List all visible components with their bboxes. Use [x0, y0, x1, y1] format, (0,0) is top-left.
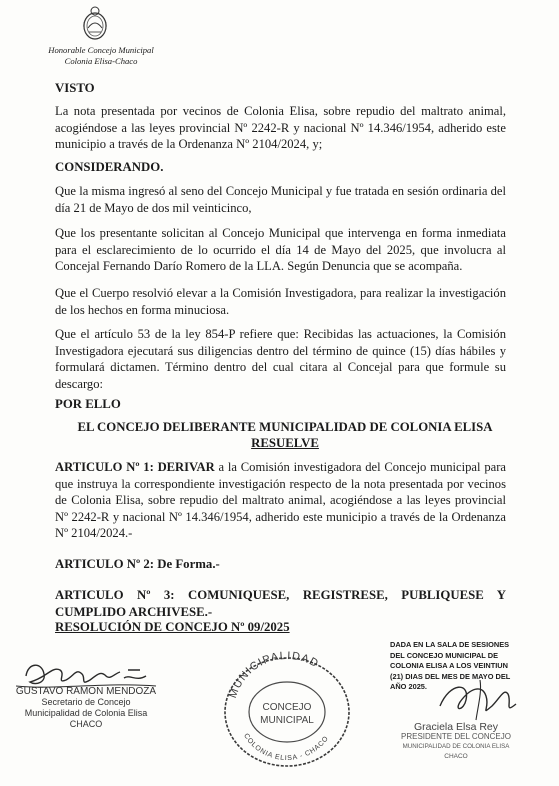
resuelve-heading: RESUELVE: [251, 436, 319, 450]
dada-en-la-sala: DADA EN LA SALA DE SESIONES DEL CONCEJO MUNICIPAL DE COLONIA ELISA A LOS VEINTIUN (21) DIAS DEL MES DE MAYO DEL AÑO 2025.: [390, 640, 511, 692]
signature-left-block: [6, 686, 166, 730]
articulo-2: ARTICULO Nº 2: De Forma.-: [55, 557, 220, 571]
considerando-paragraph-1: Que la misma ingresó al seno del Concejo Municipal y fue tratada en sesión ordinaria del día 21 de Mayo de dos mil veinticinco,: [55, 184, 506, 215]
letterhead-line1: Honorable Concejo Municipal: [48, 45, 154, 55]
articulo-1-label: ARTICULO Nº 1: DERIVAR: [55, 460, 215, 474]
signature-right-block: [400, 722, 512, 762]
signature-left-org: Municipalidad de Colonia Elisa: [24, 708, 148, 718]
visto-text: La nota presentada por vecinos de Colonia Elisa, sobre repudio del maltrato animal, acogiéndose a las leyes provincial Nº 2242-R y nacional Nº 14.346/1954, adherido este municipio a través de la Ordenanza Nº 2104/2024, y;: [55, 104, 506, 152]
municipal-stamp: [218, 648, 356, 768]
signature-right-title: PRESIDENTE DEL CONCEJO: [401, 732, 511, 741]
letterhead-line2: Colonia Elisa-Chaco: [64, 56, 138, 66]
stamp-outer-bottom: COLONIA ELISA - CHACO: [242, 732, 331, 763]
por-ello-heading: POR ELLO: [55, 397, 121, 411]
municipal-emblem-icon: [80, 4, 110, 44]
stamp-center-2: MUNICIPAL: [260, 715, 314, 726]
stamp-center-1: CONCEJO: [262, 702, 312, 713]
articulo-1: [55, 459, 506, 542]
considerando-paragraph-4: Que el artículo 53 de la ley 854-P refiere que: Recibidas las actuaciones, la Comisión Investigadora ejecutará sus diligencias dentro del término de quince (15) días hábiles y formulará dictamen. Término dentro del cual citara al Concejal para que formule su descargo:: [55, 327, 506, 391]
articulo-1-text: a la Comisión investigadora del Concejo municipal para que instruya la correspondiente investigación respecto de la nota presentada por vecinos de Colonia Elisa, sobre repudio del maltrato animal, acogiéndose a las leyes provincial Nº 2242-R y nacional Nº 14.346/1954, adherido este municipio a través de la Ordenanza Nº 2104/2024.-: [55, 460, 506, 541]
signature-right-name: Graciela Elsa Rey: [413, 721, 499, 733]
considerando-heading: CONSIDERANDO.: [55, 160, 164, 174]
signature-left-title: Secretario de Concejo: [41, 697, 131, 707]
letterhead: [46, 45, 156, 67]
resolucion-number: RESOLUCIÓN DE CONCEJO Nº 09/2025: [55, 620, 290, 634]
visto-heading: VISTO: [55, 81, 95, 95]
resolution-title: EL CONCEJO DELIBERANTE MUNICIPALIDAD DE COLONIA ELISA: [77, 420, 493, 434]
signature-right-org: MUNICIPALIDAD DE COLONIA ELISA: [402, 743, 510, 750]
considerando-paragraph-2: Que los presentante solicitan al Concejo Municipal que intervenga en forma inmediata para el esclarecimiento de lo ocurrido el día 14 de Mayo del 2025, que involucra al Concejal Fernando Darío Romero de la LLA. Según Denuncia que se acompaña.: [55, 226, 506, 274]
considerando-paragraph-3: Que el Cuerpo resolvió elevar a la Comisión Investigadora, para realizar la investigación de los hechos en forma minuciosa.: [55, 286, 506, 317]
signature-left-place: CHACO: [69, 719, 103, 729]
svg-text:MUNICIPALIDAD: [227, 650, 321, 700]
stamp-outer-top: MUNICIPALIDAD: [226, 649, 321, 700]
signature-right-handwriting: [420, 676, 530, 722]
articulo-3: ARTICULO Nº 3: COMUNIQUESE, REGISTRESE, PUBLIQUESE Y CUMPLIDO ARCHIVESE.-: [55, 588, 506, 619]
signature-left-name: GUSTAVO RAMON MENDOZA: [15, 686, 157, 697]
signature-right-place: CHACO: [444, 753, 468, 760]
